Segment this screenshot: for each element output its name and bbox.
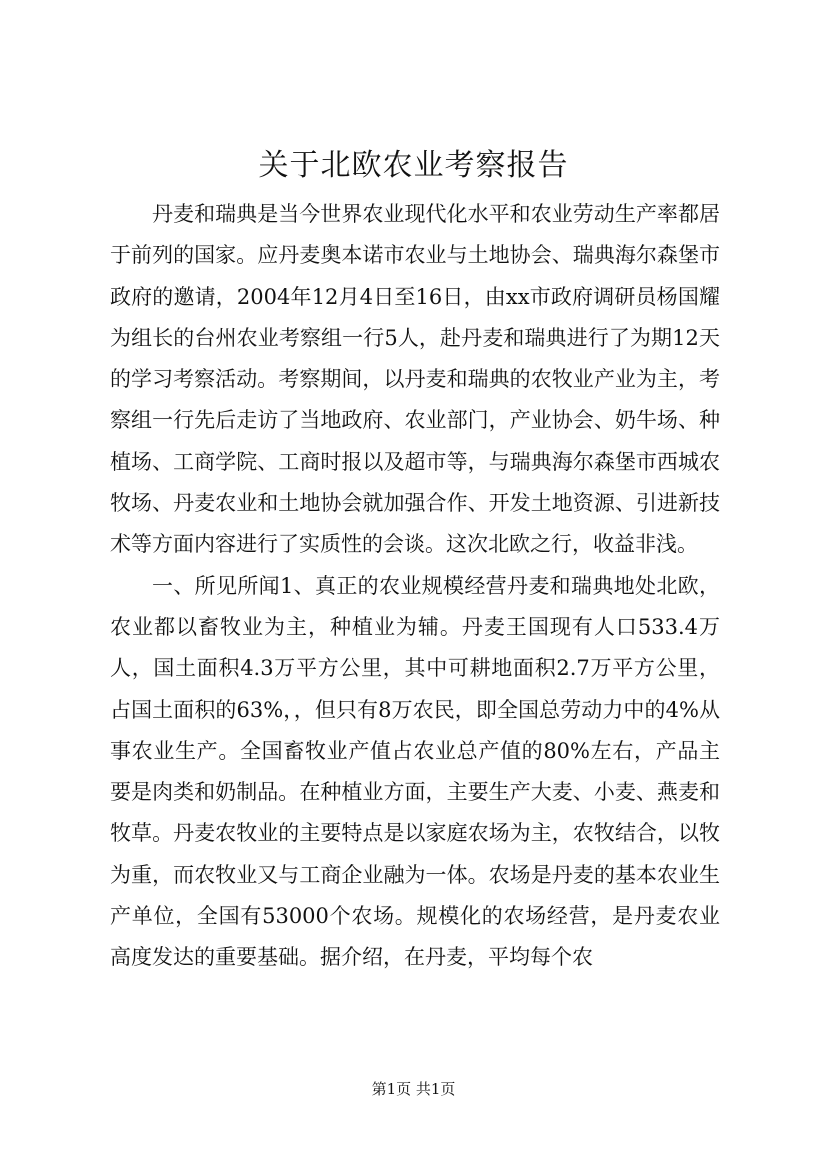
document-title: 关于北欧农业考察报告 bbox=[258, 148, 569, 183]
paragraph-intro: 丹麦和瑞典是当今世界农业现代化水平和农业劳动生产率都居于前列的国家。应丹麦奥本诺市农业与土地协会、瑞典海尔森堡市政府的邀请，2004年12月4日至16日，由xx市政府调研员杨国耀为组长的台州农业考察组一行5人，赴丹麦和瑞典进行了为期12天的学习考察活动。考察期间，以丹麦和瑞典的农牧业产业为主，考察组一行先后走访了当地政府、农业部门，产业协会、奶牛场、种植场、工商学院、工商时报以及超市等，与瑞典海尔森堡市西城农牧场、丹麦农业和土地协会就加强合作、开发土地资源、引进新技术等方面内容进行了实质性的会谈。这次北欧之行，收益非浅。 bbox=[110, 202, 720, 557]
document-body bbox=[110, 194, 720, 979]
paragraph-section-1: 一、所见所闻1、真正的农业规模经营丹麦和瑞典地处北欧，农业都以畜牧业为主，种植业为辅。丹麦王国现有人口533.4万人，国土面积4.3万平方公里，其中可耕地面积2.7万平方公里，占国土面积的63%，，但只有8万农民，即全国总劳动力中的4%从事农业生产。全国畜牧业产值占农业总产值的80%左右，产品主要是肉类和奶制品。在种植业方面，主要生产大麦、小麦、燕麦和牧草。丹麦农牧业的主要特点是以家庭农场为主，农牧结合，以牧为重，而农牧业又与工商企业融为一体。农场是丹麦的基本农业生产单位，全国有53000个农场。规模化的农场经营，是丹麦农业高度发达的重要基础。据介绍，在丹麦，平均每个农 bbox=[110, 573, 720, 970]
page-footer: 第1页 共1页 bbox=[371, 1080, 456, 1098]
